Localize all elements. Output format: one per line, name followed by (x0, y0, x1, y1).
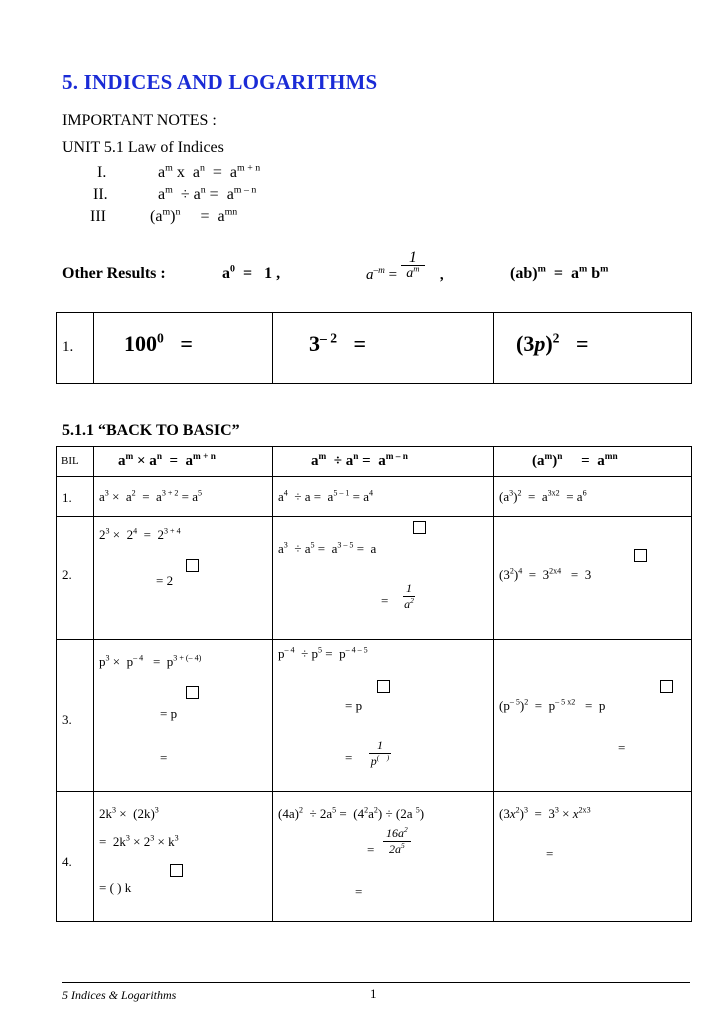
header-col2 (273, 447, 494, 477)
row-2-num-cell (57, 517, 94, 640)
row-2-col1[interactable] (94, 517, 273, 640)
exercise-1-q3: $(3p)^2$ = (516, 330, 589, 356)
row-3-col2-line3: = (345, 750, 353, 765)
answer-box[interactable] (186, 686, 199, 699)
row-3-col1-line3: = (160, 750, 168, 765)
footer-divider (62, 982, 690, 983)
law-2-num: II. (93, 186, 108, 203)
row-3-col1[interactable] (94, 640, 273, 792)
header-col2-label: $a^m \div a^n = a^{m - n}$ (311, 452, 408, 469)
row-3-num: 3. (62, 712, 72, 727)
row-1-col3[interactable] (494, 477, 692, 517)
row-4-col3-line1: $(3x^2)^3 = 3^3 \times x^{2x3}$ (499, 805, 591, 821)
exercise-1-q3-cell[interactable] (494, 313, 692, 384)
row-3-col3[interactable] (494, 640, 692, 792)
header-col1-label: $a^m \times a^n = a^{m + n}$ (118, 452, 216, 469)
result-zero-index: $a^0 = 1$ , (222, 263, 281, 282)
exercise-1-num: 1. (62, 339, 74, 355)
footer-text: 5 Indices & Logarithms (62, 988, 177, 1002)
section-heading: 5.1.1 “BACK TO BASIC” (62, 422, 240, 439)
law-2-rule: $a^m \div a^n = a^{m - n}$ (158, 184, 257, 203)
row-1-num: 1. (62, 490, 72, 505)
back-to-basic-table (56, 446, 692, 922)
row-3-col1-line1: $p^3 \times p^{- 4} = p^{3 + (- 4)}$ (99, 653, 202, 669)
result-negative-index: $a^{-m}$ = $\frac{1}{a^m}$ , (366, 249, 444, 283)
row-2-col3-line1: $(3^2)^4 = 3^{2x4} = 3$ (499, 566, 592, 582)
row-3-col2[interactable] (273, 640, 494, 792)
row-1-col1-text: $a^3 \times a^2 = a^{3 + 2} = a^5$ (99, 488, 203, 504)
row-1-col1[interactable] (94, 477, 273, 517)
notes-heading: IMPORTANT NOTES : (62, 112, 217, 129)
row-3-col2-line1: $p^{- 4} \div p^5 = p^{- 4 - 5}$ (278, 645, 368, 661)
header-bil-label: BIL (61, 455, 79, 467)
header-col1 (94, 447, 273, 477)
row-4-col2-line2: = (367, 842, 375, 857)
exercise-1-q1-cell[interactable] (94, 313, 273, 384)
row-3-col3-line2: = (618, 740, 626, 755)
header-bil (57, 447, 94, 477)
row-1-num-cell (57, 477, 94, 517)
answer-box[interactable] (186, 559, 199, 572)
result-product-power: $(ab)^m = a^m$ $b^m$ (510, 263, 609, 282)
row-3-col2-line2: = p (345, 698, 363, 713)
row-4-col3[interactable] (494, 792, 692, 922)
row-4-col2-fraction: $\frac{16a^2}{2a^5}$ (383, 826, 411, 857)
row-2-col2[interactable] (273, 517, 494, 640)
row-3-col2-fraction: $\frac{1}{p^{( )}}$ (370, 738, 390, 768)
row-4-col1-line3: = ( ) k (99, 880, 132, 895)
law-3-num: III (90, 208, 106, 225)
row-3-col3-line1: $(p^{- 5})^2 = p^{- 5 x2} = p$ (499, 697, 606, 713)
answer-box[interactable] (170, 864, 183, 877)
row-4-col2-line3: = (355, 884, 363, 899)
page-number: 1 (370, 986, 377, 1001)
row-4-col1[interactable] (94, 792, 273, 922)
row-2-col1-line1: $2^3 \times 2^4 = 2^{3 + 4}$ (99, 526, 181, 542)
exercise-1-q2-cell[interactable] (273, 313, 494, 384)
row-4-col1-line2: = $2k^3 \times 2^3 \times k^3$ (99, 833, 179, 849)
row-4-col2[interactable] (273, 792, 494, 922)
exercise-1-q1: $100^0$ = (124, 330, 193, 356)
law-1-num: I. (97, 164, 107, 181)
other-results-label: Other Results : (62, 265, 166, 282)
row-1-col2-text: $a^4 \div a = a^{5 - 1} = a^4$ (278, 488, 374, 504)
row-4-col1-line1: $2k^3 \times (2k)^3$ (99, 805, 159, 821)
row-2-col2-fraction: $\frac{1}{a^2}$ (404, 581, 414, 611)
answer-box[interactable] (634, 549, 647, 562)
row-4-col2-line1: $(4a)^2 \div 2a^5 = (4^2a^2) \div (2a$ $^5$) (278, 805, 425, 821)
row-4-num-cell (57, 792, 94, 922)
exercise-1-q2: $3^{- 2}$ = (309, 330, 367, 356)
row-2-col3[interactable] (494, 517, 692, 640)
row-2-col2-line2: = (381, 593, 389, 608)
row-2-col2-line1: $a^3 \div a^5 = a^{3 - 5} = a$ (278, 540, 377, 556)
row-4-num: 4. (62, 854, 72, 869)
unit-heading: UNIT 5.1 Law of Indices (62, 139, 224, 156)
page-title: 5. INDICES AND LOGARITHMS (62, 70, 378, 94)
row-1-col3-text: $(a^3)^2 = a^{3x2} = a^6$ (499, 488, 587, 504)
row-2-col1-line2: = 2 (156, 573, 174, 588)
law-1-rule: $a^m$ x $a^n = a^{m + n}$ (158, 162, 261, 181)
row-3-col1-line2: = p (160, 706, 178, 721)
answer-box[interactable] (660, 680, 673, 693)
answer-box[interactable] (377, 680, 390, 693)
exercise-1-num-cell (57, 313, 94, 384)
exercise-1-table (56, 312, 692, 384)
header-col3-label: $(a^m)^n$ = $a^{mn}$ (532, 452, 618, 469)
law-3-rule: $(a^m)^n$ = $a^{mn}$ (150, 206, 238, 225)
row-2-num: 2. (62, 567, 72, 582)
row-1-col2[interactable] (273, 477, 494, 517)
header-col3 (494, 447, 692, 477)
answer-box[interactable] (413, 521, 426, 534)
row-4-col3-line2: = (546, 846, 554, 861)
row-3-num-cell (57, 640, 94, 792)
